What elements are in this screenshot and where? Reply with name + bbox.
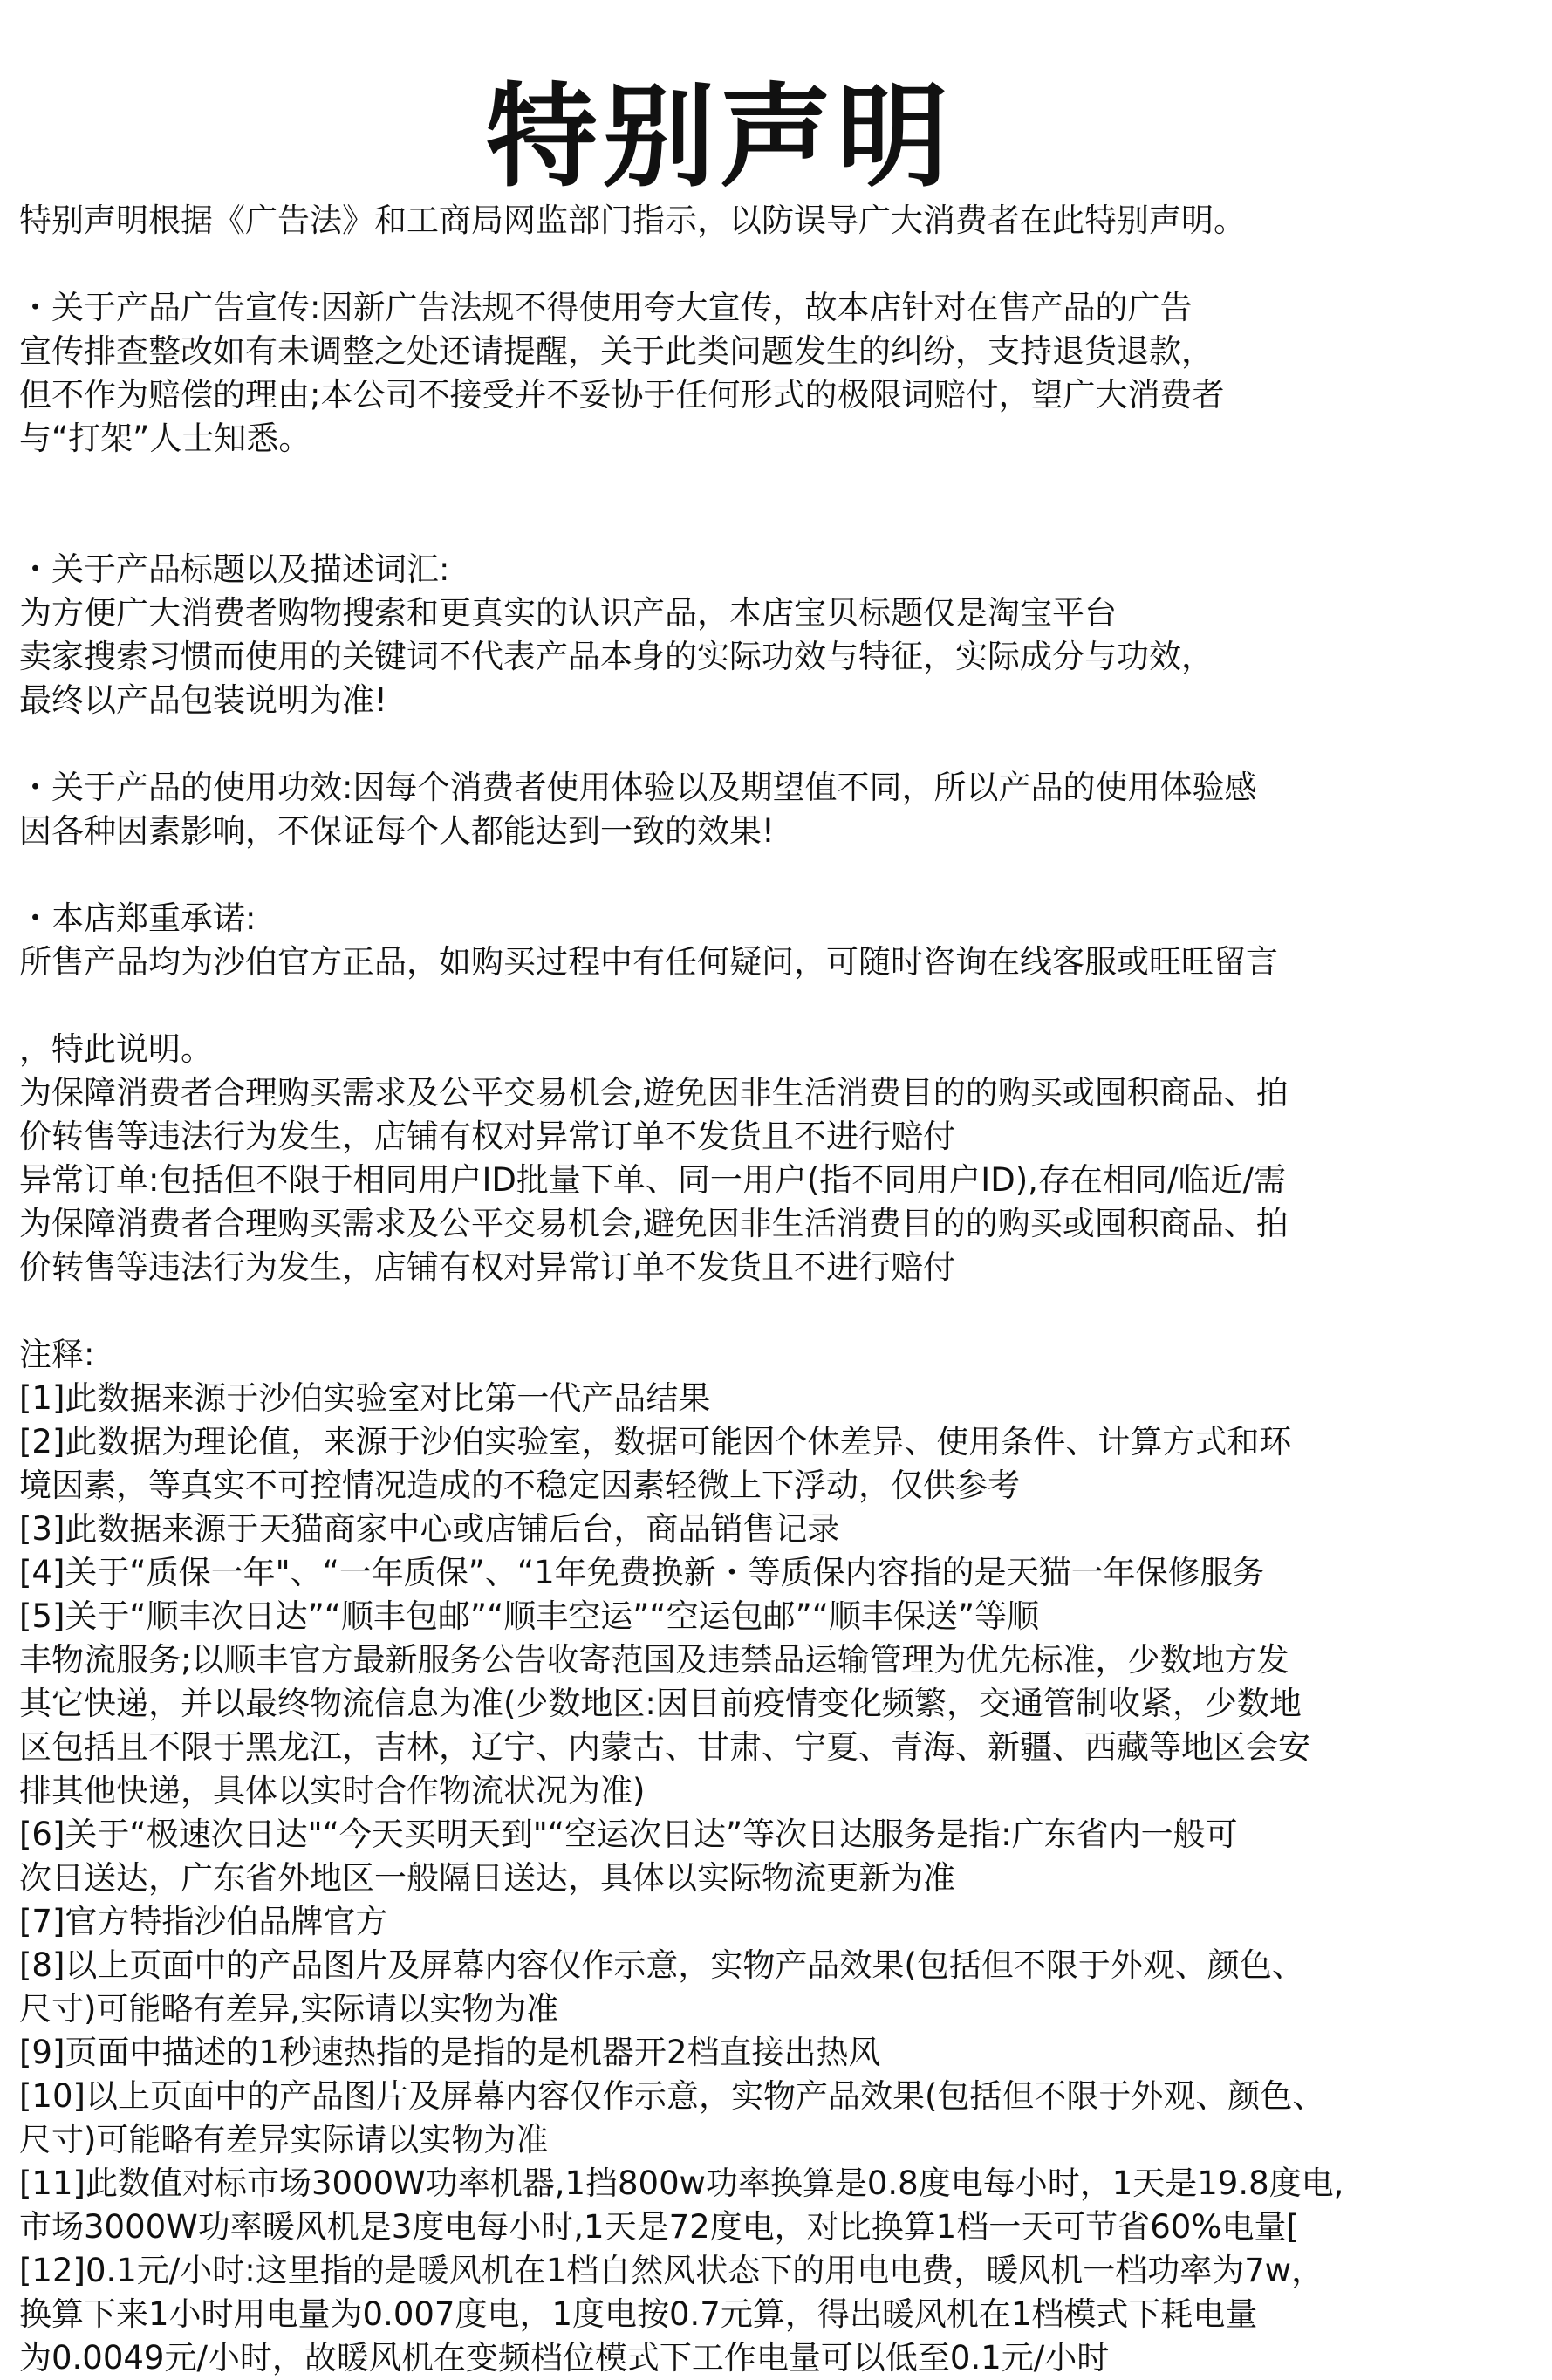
note-line: [1]此数据来源于沙伯实验室对比第一代产品结果: [19, 1379, 711, 1417]
section-orders: [19, 1028, 1537, 1289]
note-line: [3]此数据来源于天猫商家中心或店铺后台，商品销售记录: [19, 1510, 840, 1548]
section-title-line: 卖家搜索习惯而使用的关键词不代表产品本身的实际功效与特征，实际成分与功效，: [19, 638, 1214, 675]
section-ad-heading: ・关于产品广告宣传:因新广告法规不得使用夸大宣传，故本店针对在售产品的广告: [19, 289, 1193, 326]
note-line: [10]以上页面中的产品图片及屏幕内容仅作示意，实物产品效果(包括但不限于外观、颜色、: [19, 2077, 1325, 2115]
section-ad: [19, 286, 1537, 461]
note-line: [8]以上页面中的产品图片及屏幕内容仅作示意，实物产品效果(包括但不限于外观、颜色、: [19, 1946, 1304, 1984]
section-ad-line: 但不作为赔偿的理由;本公司不接受并不妥协于任何形式的极限词赔付，望广大消费者: [19, 376, 1225, 414]
section-orders-line: 价转售等违法行为发生，店铺有权对异常订单不发货且不进行赔付: [19, 1118, 955, 1155]
note-line: 其它快递，并以最终物流信息为准(少数地区:因目前疫情变化频繁，交通管制收紧，少数地: [19, 1685, 1302, 1722]
section-orders-line: 为保障消费者合理购买需求及公平交易机会,遊免因非生活消费目的的购买或囤积商品、拍: [19, 1074, 1289, 1111]
section-promise: [19, 897, 1537, 984]
note-line: [11]此数值对标市场3000W功率机器,1挡800w功率换算是0.8度电每小时，1天是19.8度电,: [19, 2165, 1344, 2202]
note-line: 市场3000W功率暖风机是3度电每小时,1天是72度电，对比换算1档一天可节省60%电量[: [19, 2208, 1299, 2246]
note-line: 次日送达，广东省外地区一般隔日送达，具体以实际物流更新为准: [19, 1859, 955, 1897]
section-title-line: 最终以产品包装说明为准!: [19, 681, 387, 719]
note-line: [12]0.1元/小时:这里指的是暖风机在1档自然风状态下的用电电费，暖风机一档功率为7w，: [19, 2252, 1324, 2289]
section-orders-line: ，特此说明。: [19, 1030, 213, 1068]
section-orders-line: 异常订单:包括但不限于相同用户ID批量下单、同一用户(指不同用户ID),存在相同/临近/需: [19, 1161, 1286, 1199]
note-line: [5]关于“顺丰次日达”“顺丰包邮”“顺丰空运”“空运包邮”“顺丰保送”等顺: [19, 1597, 1040, 1635]
notes-heading: 注释:: [19, 1336, 95, 1373]
note-line: 为0.0049元/小时，故暖风机在变频档位模式下工作电量可以低至0.1元/小时: [19, 2339, 1110, 2377]
note-line: [9]页面中描述的1秒速热指的是指的是机器开2档直接出热风: [19, 2034, 881, 2071]
section-orders-line: 为保障消费者合理购买需求及公平交易机会,避免因非生活消费目的的购买或囤积商品、拍: [19, 1205, 1289, 1242]
note-line: 尺寸)可能略有差异,实际请以实物为准: [19, 1990, 559, 2028]
note-line: [7]官方特指沙伯品牌官方: [19, 1903, 388, 1940]
note-line: 境因素，等真实不可控情况造成的不稳定因素轻微上下浮动，仅供参考: [19, 1467, 1020, 1504]
section-effect-line: 因各种因素影响，不保证每个人都能达到一致的效果!: [19, 812, 775, 850]
note-line: 丰物流服务;以顺丰官方最新服务公告收寄范国及违禁品运输管理为优先标准，少数地方发: [19, 1641, 1289, 1679]
section-title-heading: ・关于产品标题以及描述词汇:: [19, 551, 450, 588]
note-line: [4]关于“质保一年"、“一年质保”、“1年免费换新・等质保内容指的是天猫一年保修服务: [19, 1554, 1265, 1591]
note-line: 换算下来1小时用电量为0.007度电，1度电按0.7元算，得出暖风机在1档模式下耗电量: [19, 2295, 1258, 2333]
note-line: 尺寸)可能略有差异实际请以实物为准: [19, 2121, 549, 2158]
section-orders-line: 价转售等违法行为发生，店铺有权对异常订单不发货且不进行赔付: [19, 1248, 955, 1286]
note-line: [2]此数据为理论值，来源于沙伯实验室，数据可能因个休差异、使用条件、计算方式和环: [19, 1423, 1292, 1460]
notes-section: [19, 1333, 1537, 2380]
section-effect: [19, 766, 1537, 853]
section-ad-line: 与“打架”人士知悉。: [19, 420, 311, 457]
section-promise-heading: ・本店郑重承诺:: [19, 899, 256, 937]
section-effect-heading: ・关于产品的使用功效:因每个消费者使用体验以及期望值不同，所以产品的使用体验感: [19, 769, 1257, 806]
section-title-line: 为方便广大消费者购物搜索和更真实的认识产品，本店宝贝标题仅是淘宝平台: [19, 594, 1117, 632]
note-line: [6]关于“极速次日达"“今天买明天到"“空运次日达”等次日达服务是指:广东省内一般可: [19, 1816, 1238, 1853]
section-ad-line: 宣传排查整改如有未调整之处还请提醒，关于此类问题发生的纠纷，支持退货退款，: [19, 332, 1214, 370]
page-title: 特别声明: [485, 72, 954, 202]
section-title-desc: [19, 548, 1537, 722]
section-promise-line: 所售产品均为沙伯官方正品，如购买过程中有任何疑问，可随时咨询在线客服或旺旺留言: [19, 943, 1278, 981]
intro-text: 特别声明根据《广告法》和工商局网监部门指示，以防误导广大消费者在此特别声明。: [19, 202, 1246, 239]
note-line: 区包括且不限于黑龙江，吉林，辽宁、内蒙古、甘肃、宁夏、青海、新疆、西藏等地区会安: [19, 1728, 1310, 1766]
note-line: 排其他快递，具体以实时合作物流状况为准): [19, 1772, 646, 1809]
announcement-body: [19, 199, 1537, 2380]
